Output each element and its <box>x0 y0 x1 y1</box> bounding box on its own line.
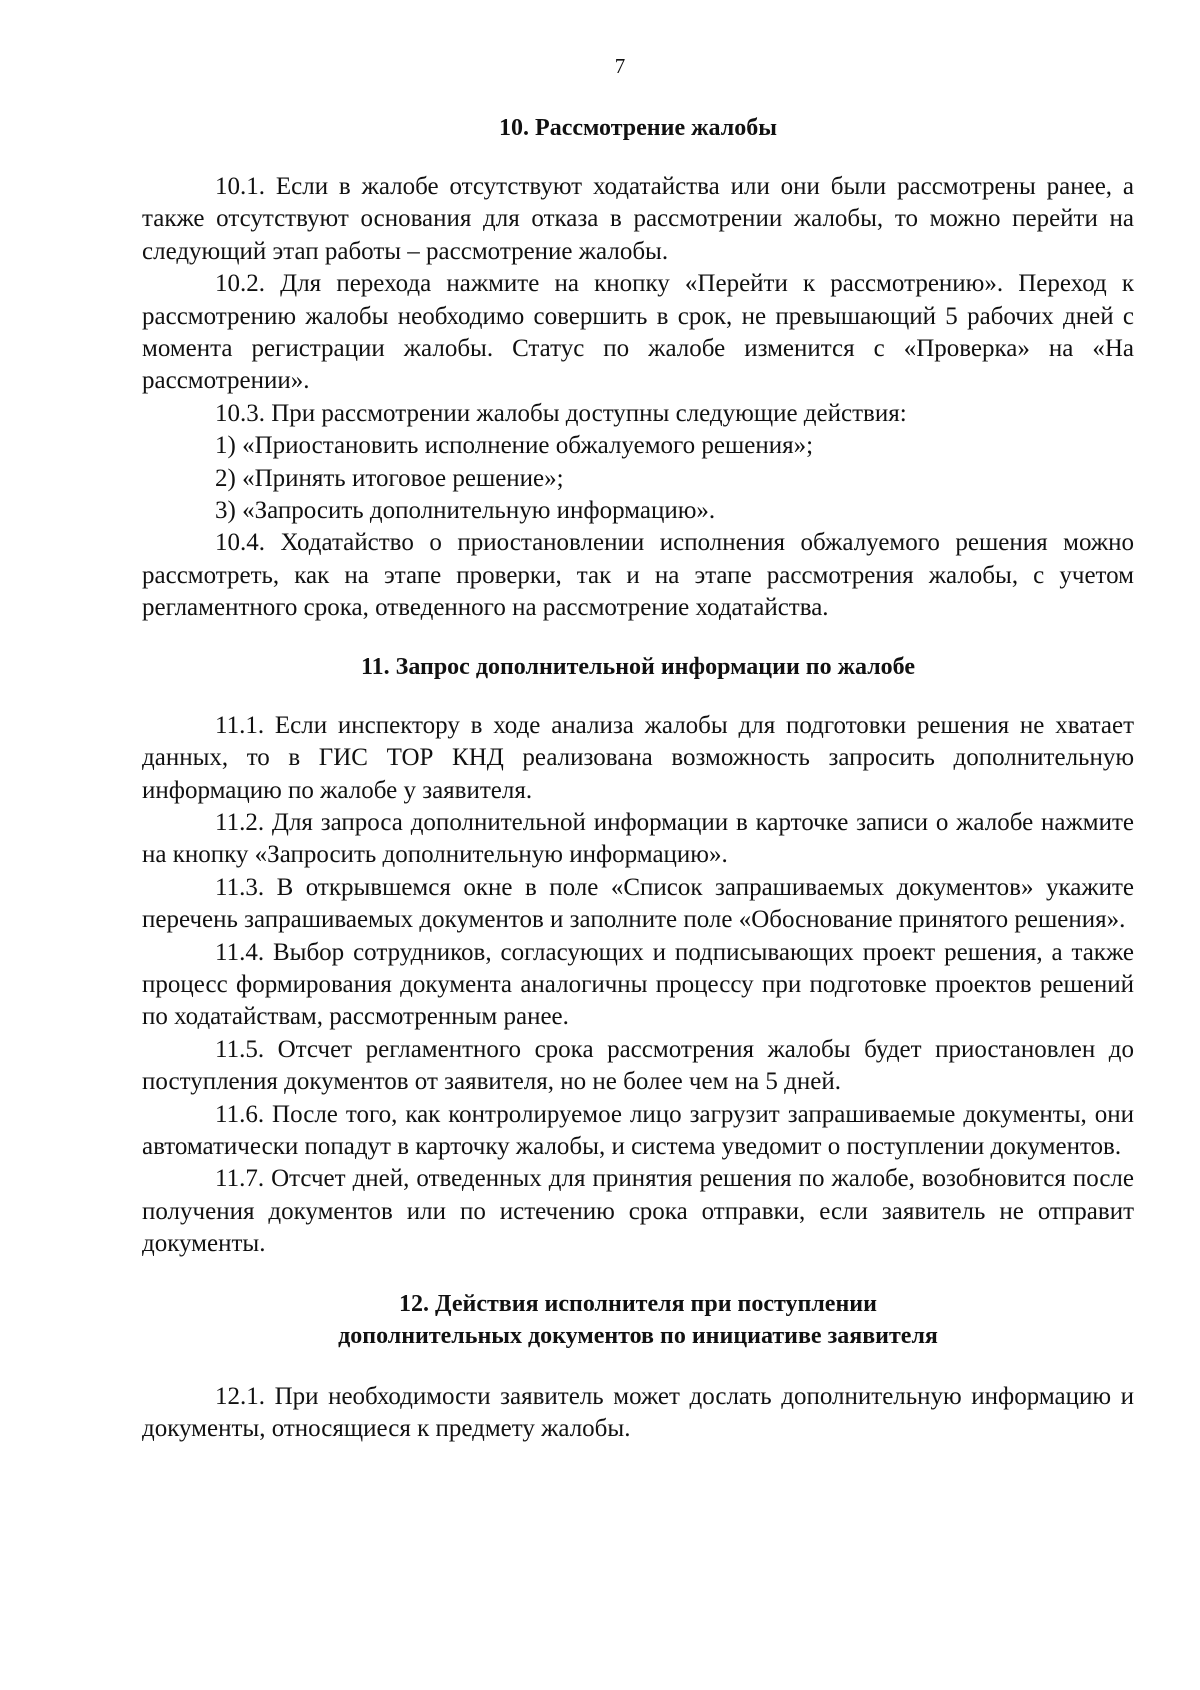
paragraph-11-7: 11.7. Отсчет дней, отведенных для принятия решения по жалобе, возобновится после получения документов или по истечению срока отправки, если заявитель не отправит документы. <box>142 1165 1134 1258</box>
section-12-heading-line-2: дополнительных документов по инициативе заявителя <box>338 1322 938 1349</box>
section-12-heading-line-1: 12. Действия исполнителя при поступлении <box>399 1290 877 1317</box>
paragraph-12-1: 12.1. При необходимости заявитель может дослать дополнительную информацию и документы, относящиеся к предмету жалобы. <box>142 1382 1134 1442</box>
section-11 <box>142 651 1134 1261</box>
paragraph-11-4: 11.4. Выбор сотрудников, согласующих и подписывающих проект решения, а также процесс формирования документа аналогичны процессу при подготовке проектов решений по ходатайствам, рассмотренным ранее. <box>142 938 1134 1031</box>
paragraph-10-3: 10.3. При рассмотрении жалобы доступны следующие действия: <box>215 399 907 427</box>
list-item-2: 2) «Принять итоговое решение»; <box>215 464 564 492</box>
paragraph-10-1: 10.1. Если в жалобе отсутствуют ходатайства или они были рассмотрены ранее, а также отсутствуют основания для отказа в рассмотрении жалобы, то можно перейти на следующий этап работы – рассмотрение жалобы. <box>142 173 1134 265</box>
section-12 <box>142 1288 1134 1446</box>
list-item-1: 1) «Приостановить исполнение обжалуемого решения»; <box>215 432 814 460</box>
section-10 <box>142 112 1134 625</box>
paragraph-11-1: 11.1. Если инспектору в ходе анализа жалобы для подготовки решения не хватает данных, то в ГИС ТОР КНД реализована возможность запросить дополнительную информацию по жалобе у заявителя. <box>142 711 1134 804</box>
section-12-heading <box>142 1288 1134 1352</box>
paragraph-11-5: 11.5. Отсчет регламентного срока рассмотрения жалобы будет приостановлен до поступления документов от заявителя, но не более чем на 5 дней. <box>142 1035 1134 1096</box>
document-body <box>142 110 1134 1445</box>
list-item-3: 3) «Запросить дополнительную информацию». <box>215 497 716 525</box>
section-10-heading: 10. Рассмотрение жалобы <box>499 115 777 141</box>
section-11-heading: 11. Запрос дополнительной информации по жалобе <box>360 653 916 680</box>
paragraph-11-2: 11.2. Для запроса дополнительной информации в карточке записи о жалобе нажмите на кнопку «Запросить дополнительную информацию». <box>142 808 1134 869</box>
page-number: 7 <box>614 54 626 78</box>
paragraph-10-4: 10.4. Ходатайство о приостановлении исполнения обжалуемого решения можно рассмотреть, как на этапе проверки, так и на этапе рассмотрения жалобы, с учетом регламентного срока, отведенного на рассмотрение ходатайства. <box>142 529 1134 622</box>
paragraph-11-6: 11.6. После того, как контролируемое лицо загрузит запрашиваемые документы, они автоматически попадут в карточку жалобы, и система уведомит о поступлении документов. <box>142 1100 1134 1160</box>
paragraph-11-3: 11.3. В открывшемся окне в поле «Список запрашиваемых документов» укажите перечень запрашиваемых документов и заполните поле «Обоснование принятого решения». <box>142 873 1134 934</box>
paragraph-10-2: 10.2. Для перехода нажмите на кнопку «Перейти к рассмотрению». Переход к рассмотрению жалобы необходимо совершить в срок, не превышающий 5 рабочих дней с момента регистрации жалобы. Статус по жалобе изменится с «Проверка» на «На рассмотрении». <box>142 270 1134 395</box>
